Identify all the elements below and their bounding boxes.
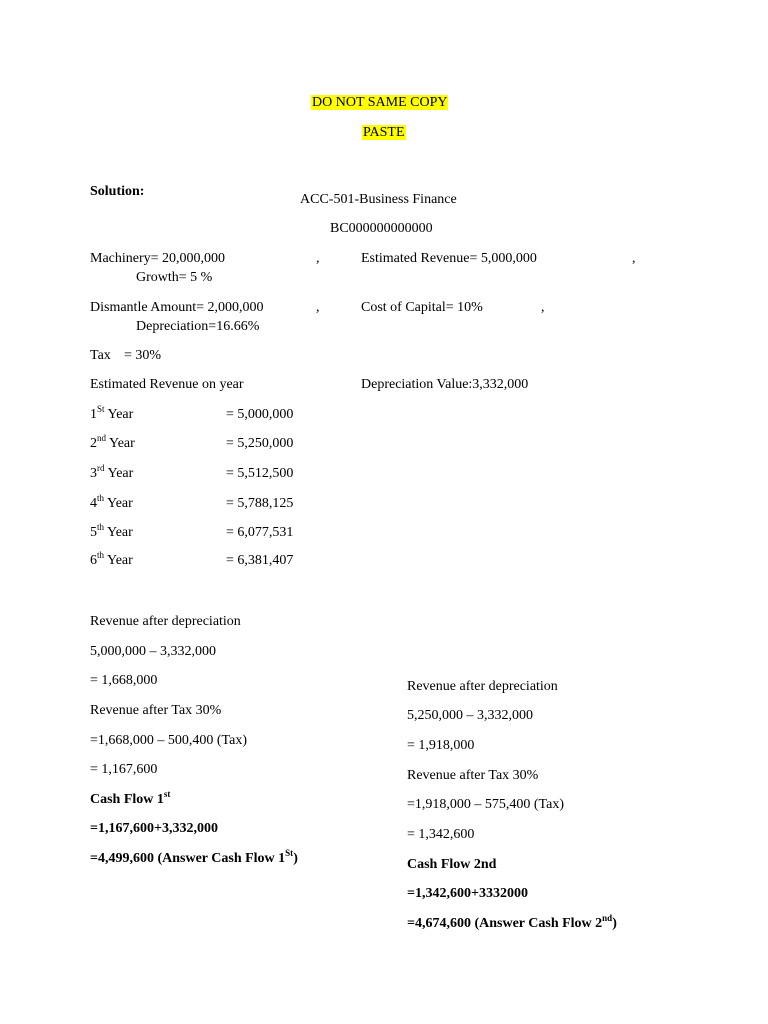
cf1-line: = 1,668,000	[90, 673, 158, 688]
cf1-line: 5,000,000 – 3,332,000	[90, 644, 216, 659]
estimated-revenue-value: Estimated Revenue= 5,000,000	[361, 251, 537, 266]
depreciation-rate: Depreciation=16.66%	[136, 319, 260, 334]
course-title: ACC-501-Business Finance	[300, 192, 457, 207]
cf2-line: 5,250,000 – 3,332,000	[407, 708, 533, 723]
tax-value: = 30%	[124, 348, 162, 363]
separator-comma: ,	[541, 300, 545, 315]
cf2-line: = 1,918,000	[407, 738, 475, 753]
year-label: 2nd Year	[90, 433, 135, 451]
year-value: = 5,788,125	[226, 496, 294, 511]
cf2-line: =1,918,000 – 575,400 (Tax)	[407, 797, 565, 812]
warning-line-1	[311, 95, 448, 111]
year-value: = 5,512,500	[226, 466, 294, 481]
warning-line-2	[362, 125, 406, 141]
solution-label: Solution:	[90, 184, 145, 199]
year-value: = 6,381,407	[226, 553, 294, 568]
cf2-line: Revenue after Tax 30%	[407, 768, 539, 783]
warning-highlight-2: PASTE	[363, 125, 405, 140]
separator-comma: ,	[632, 251, 636, 266]
dismantle-value: Dismantle Amount= 2,000,000	[90, 300, 264, 315]
cf1-line: Revenue after Tax 30%	[90, 703, 222, 718]
depreciation-value: Depreciation Value:3,332,000	[361, 377, 529, 392]
year-value: = 6,077,531	[226, 525, 294, 540]
cf2-calc: =1,342,600+3332000	[407, 886, 528, 901]
year-label: 6th Year	[90, 550, 133, 568]
separator-comma: ,	[316, 300, 320, 315]
machinery-value: Machinery= 20,000,000	[90, 251, 226, 266]
cf1-line: Revenue after depreciation	[90, 614, 241, 629]
cf2-line: Revenue after depreciation	[407, 679, 558, 694]
cf1-answer: =4,499,600 (Answer Cash Flow 1St)	[90, 848, 298, 866]
year-label: 5th Year	[90, 522, 133, 540]
tax-label: Tax	[90, 348, 111, 363]
cf1-line: =1,668,000 – 500,400 (Tax)	[90, 733, 248, 748]
cf2-title: Cash Flow 2nd	[407, 857, 497, 872]
student-id: BC000000000000	[330, 221, 433, 236]
warning-highlight-1: DO NOT SAME COPY	[312, 95, 448, 110]
year-label: 1St Year	[90, 404, 134, 422]
cf2-line: = 1,342,600	[407, 827, 475, 842]
cf1-calc: =1,167,600+3,332,000	[90, 821, 218, 836]
year-value: = 5,250,000	[226, 436, 294, 451]
cost-of-capital-value: Cost of Capital= 10%	[361, 300, 483, 315]
growth-value: Growth= 5 %	[136, 270, 213, 285]
separator-comma: ,	[316, 251, 320, 266]
revenue-heading: Estimated Revenue on year	[90, 377, 244, 392]
year-label: 4th Year	[90, 493, 133, 511]
year-label: 3rd Year	[90, 463, 134, 481]
cf2-answer: =4,674,600 (Answer Cash Flow 2nd)	[407, 913, 617, 931]
cf1-title: Cash Flow 1st	[90, 789, 171, 807]
year-value: = 5,000,000	[226, 407, 294, 422]
cf1-line: = 1,167,600	[90, 762, 158, 777]
